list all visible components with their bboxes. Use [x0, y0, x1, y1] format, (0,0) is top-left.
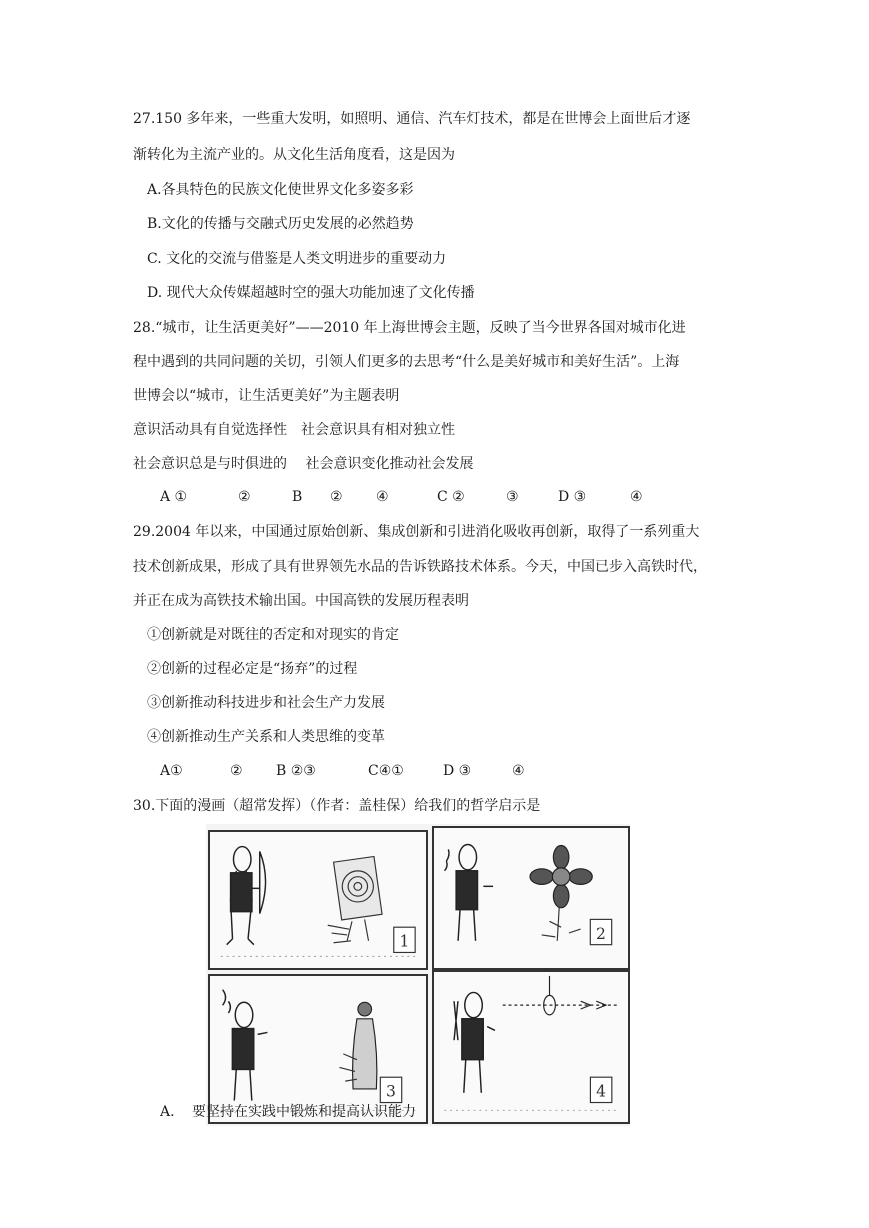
q29-answer-row — [0, 761, 869, 783]
q29-stem-line3: 并正在成为高铁技术输出国。中国高铁的发展历程表明 — [133, 593, 469, 609]
q29-answer-c: C④① — [368, 763, 404, 779]
panel-4-number: 4 — [596, 1082, 607, 1101]
q27-option-c: C. 文化的交流与借鉴是人类文明进步的重要动力 — [147, 251, 447, 267]
q29-stem-line2: 技术创新成果，形成了具有世界领先水品的告诉铁路技术体系。今天，中国已步入高铁时代， — [133, 559, 707, 575]
q29-answer-d: D ③ — [443, 763, 472, 779]
q28-statements-2: 社会意识总是与时俱进的 社会意识变化推动社会发展 — [133, 456, 474, 472]
q29-item-2: ②创新的过程必定是“扬弃”的过程 — [147, 661, 358, 677]
q29-item-3: ③创新推动科技进步和社会生产力发展 — [147, 695, 385, 711]
archer-ring-target-drawing — [434, 972, 628, 1122]
q27-option-b: B.文化的传播与交融式历史发展的必然趋势 — [147, 216, 414, 232]
q28-answer-c-2: ③ — [506, 489, 519, 505]
q30-stem-line1: 30.下面的漫画（超常发挥）（作者：盖桂保）给我们的哲学启示是 — [133, 798, 541, 814]
q28-stem-line1: 28.“城市，让生活更美好”——2010 年上海世博会主题，反映了当今世界各国对城市化进 — [133, 320, 686, 336]
q27-stem-line2: 渐转化为主流产业的。从文化生活角度看，这是因为 — [133, 147, 455, 163]
q28-answer-a: A ① — [160, 489, 188, 505]
comic-panel-2 — [432, 826, 630, 970]
q28-statements-1: 意识活动具有自觉选择性 社会意识具有相对独立性 — [133, 422, 455, 438]
q29-answer-a: A① — [160, 763, 183, 779]
q28-stem-line3: 世博会以“城市，让生活更美好”为主题表明 — [133, 388, 400, 404]
q27-option-a: A.各具特色的民族文化使世界文化多姿多彩 — [147, 182, 414, 198]
q29-item-1: ①创新就是对既往的否定和对现实的肯定 — [147, 627, 399, 643]
q27-stem-line1: 27.150 多年来，一些重大发明，如照明、通信、汽车灯技术，都是在世博会上面世后才逐 — [133, 111, 691, 127]
q28-answer-a-2: ② — [238, 489, 251, 505]
q29-answer-a-2: ② — [230, 763, 243, 779]
comic-panel-4 — [432, 970, 630, 1124]
q30-option-a-letter: A. — [160, 1104, 175, 1120]
q29-answer-d-2: ④ — [512, 763, 525, 779]
q28-answer-b-2: ④ — [376, 489, 389, 505]
comic-panel-1 — [208, 830, 428, 970]
q30-option-a-text: 要坚持在实践中锻炼和提高认识能力 — [192, 1104, 416, 1120]
archer-cross-target-drawing — [434, 828, 628, 968]
q28-stem-line2: 程中遇到的共同问题的关切，引领人们更多的去思考“什么是美好城市和美好生活”。上海 — [133, 354, 680, 370]
q28-answer-b-1: ② — [330, 489, 343, 505]
q28-answer-d: D ③ — [558, 489, 587, 505]
q27-option-d: D. 现代大众传媒超越时空的强大功能加速了文化传播 — [147, 285, 475, 301]
panel-1-number: 1 — [399, 932, 410, 951]
q28-answer-d-2: ④ — [630, 489, 643, 505]
archer-target-drawing — [210, 832, 426, 968]
q28-answer-b: B — [292, 489, 303, 505]
panel-3-number: 3 — [386, 1082, 396, 1101]
panel-2-number: 2 — [596, 924, 606, 943]
q29-item-4: ④创新推动生产关系和人类思维的变革 — [147, 729, 385, 745]
q28-answer-row — [0, 487, 869, 509]
q28-answer-c: C ② — [437, 489, 465, 505]
q29-answer-b: B ②③ — [276, 763, 316, 779]
q29-stem-line1: 29.2004 年以来，中国通过原始创新、集成创新和引进消化吸收再创新，取得了一系列重大 — [133, 524, 700, 540]
archer-bottle-target-drawing — [210, 976, 426, 1122]
comic-image — [206, 824, 630, 1126]
